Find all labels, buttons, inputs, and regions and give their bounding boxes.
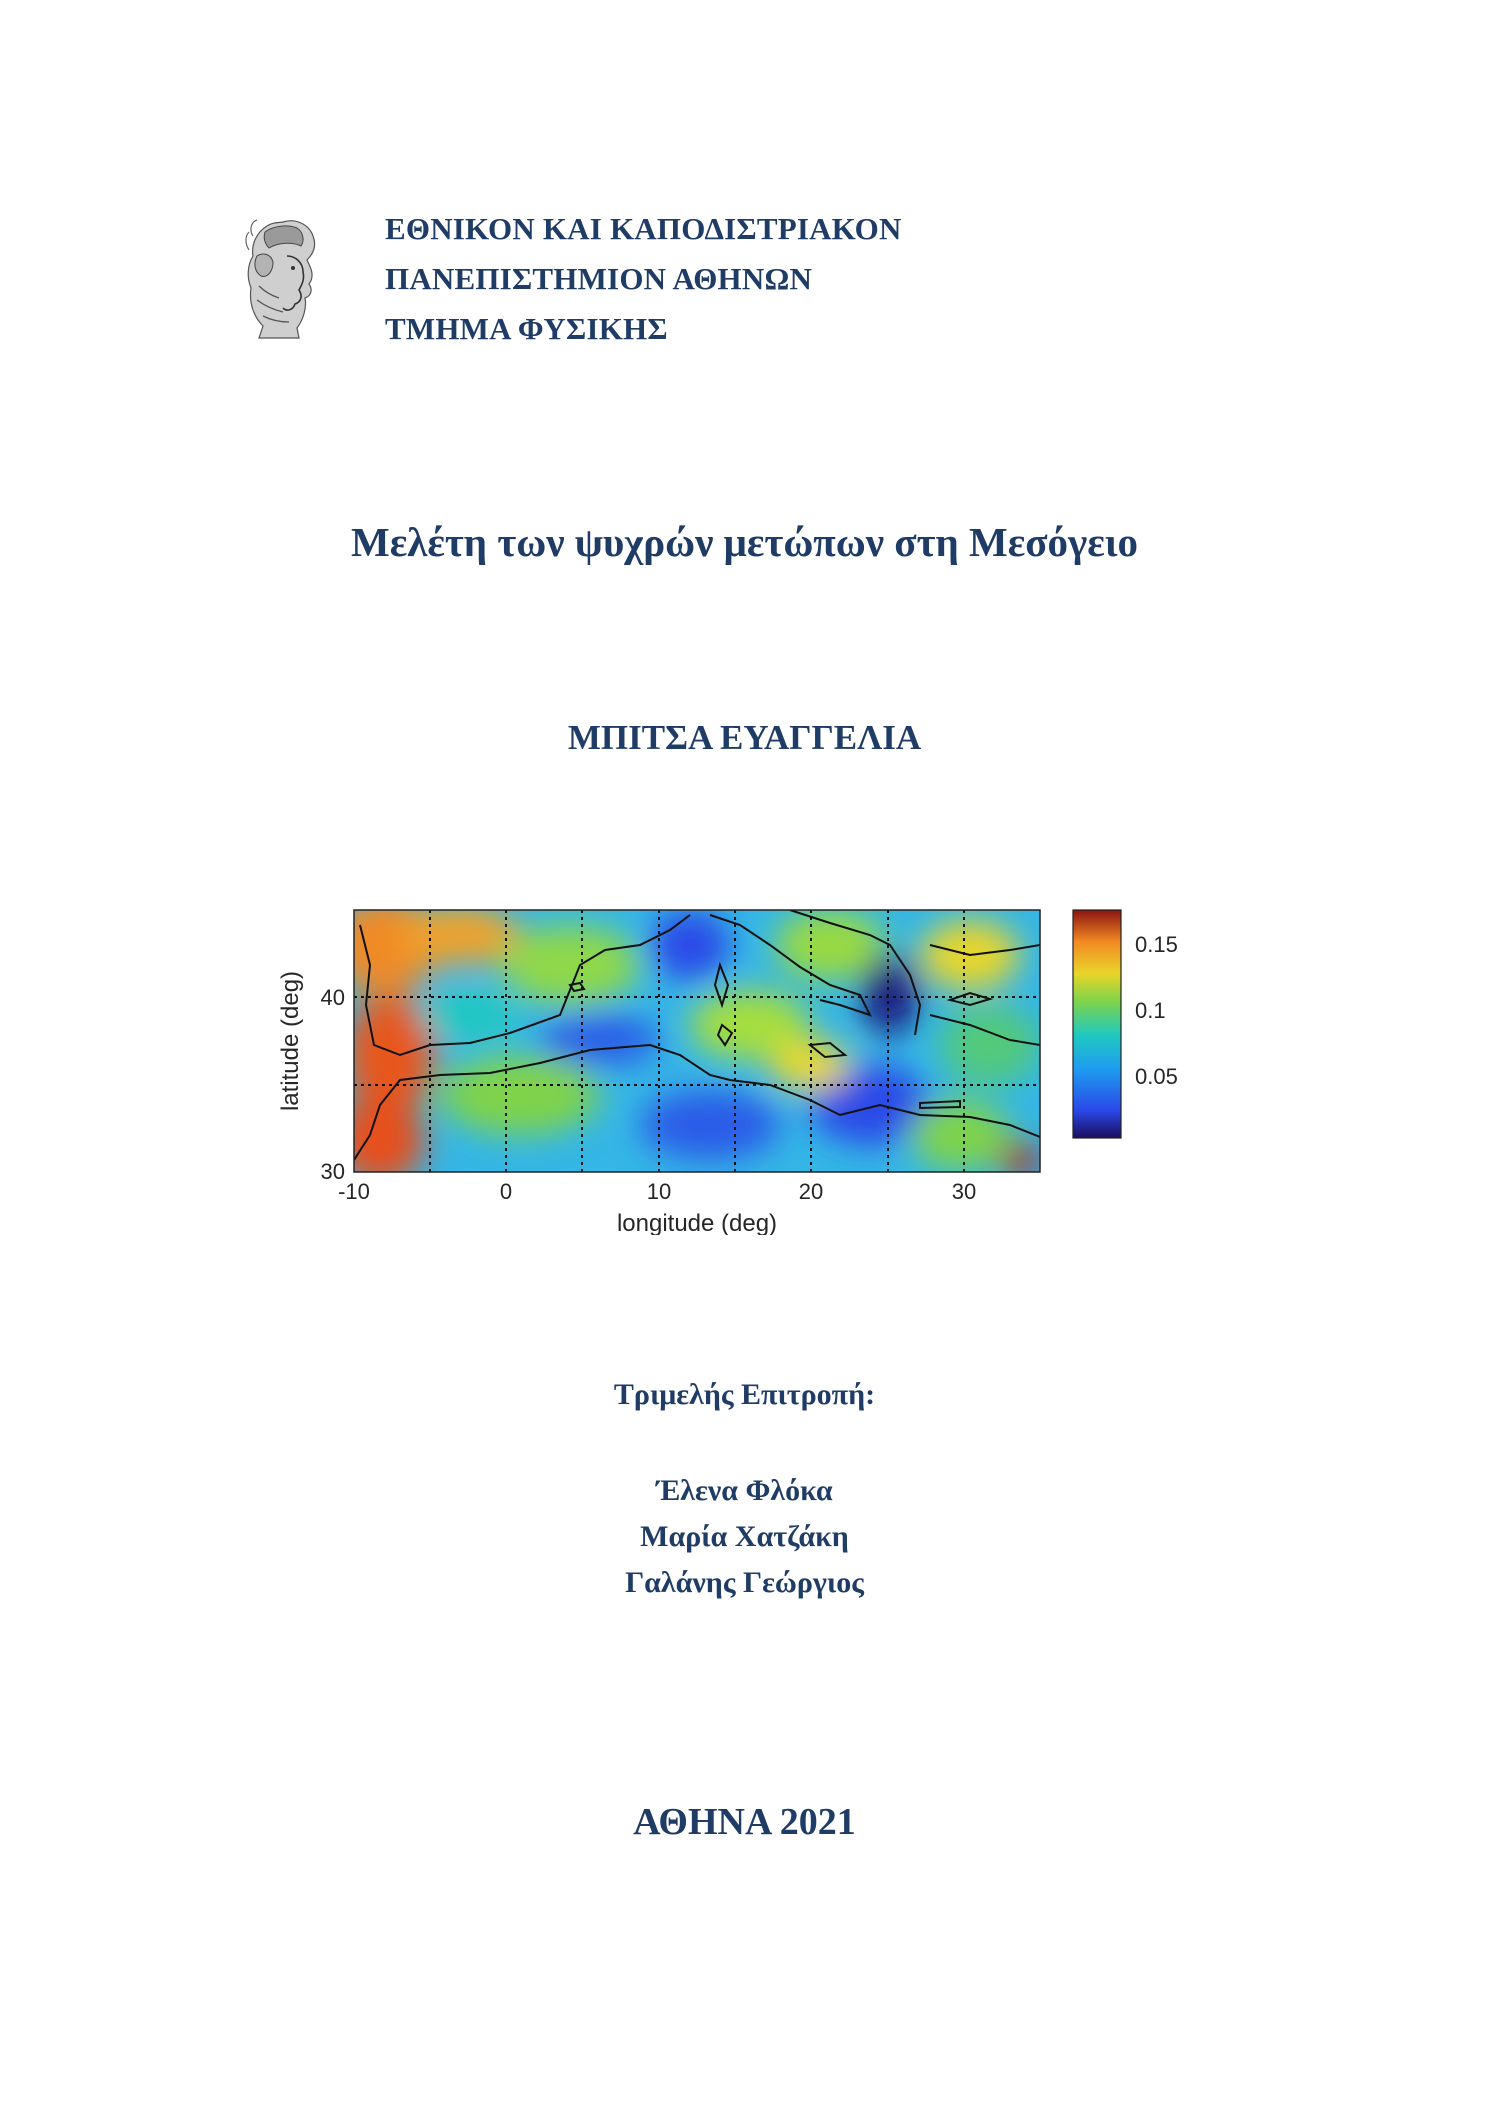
x-tick-0: 0 (499, 1179, 513, 1204)
x-axis-label: longitude (deg) (616, 1210, 778, 1235)
university-name (385, 204, 902, 354)
y-axis-label: latitude (deg) (277, 970, 304, 1112)
y-tick-40: 40 (320, 985, 345, 1010)
x-tick-10: 10 (646, 1179, 672, 1204)
colorbar-tick-0.05: 0.05 (1135, 1064, 1178, 1089)
committee-member-3: Γαλάνης Γεώργιος (625, 1566, 864, 1599)
university-line-2: ΠΑΝΕΠΙΣΤΗΜΙΟΝ ΑΘΗΝΩΝ (385, 261, 813, 296)
committee-member-2: Μαρία Χατζάκη (640, 1520, 849, 1553)
heatmap-field (330, 905, 1040, 1185)
committee-label: Τριμελής Επιτροπή: (613, 1378, 876, 1411)
university-line-1: ΕΘΝΙΚΟΝ ΚΑΙ ΚΑΠΟΔΙΣΤΡΙΑΚΟΝ (385, 211, 902, 246)
thesis-title: Μελέτη των ψυχρών μετώπων στη Μεσόγειο (351, 519, 1138, 565)
y-tick-30: 30 (320, 1159, 345, 1184)
committee-members (0, 1468, 1489, 1606)
university-logo-icon (243, 216, 325, 341)
heatmap-figure (270, 905, 1210, 1235)
author-name: ΜΠΙΤΣΑ ΕΥΑΓΓΕΛΙΑ (567, 718, 922, 757)
x-tick-20: 20 (798, 1179, 824, 1204)
colorbar-tick-0.15: 0.15 (1135, 932, 1178, 957)
x-tick--10: -10 (338, 1179, 370, 1204)
x-tick-30: 30 (951, 1179, 977, 1204)
department-name: ΤΜΗΜΑ ΦΥΣΙΚΗΣ (385, 311, 668, 346)
committee-member-1: Έλενα Φλόκα (656, 1474, 833, 1507)
colorbar (1073, 910, 1121, 1138)
colorbar-tick-0.1: 0.1 (1135, 998, 1166, 1023)
place-year: ΑΘΗΝΑ 2021 (633, 1801, 856, 1843)
